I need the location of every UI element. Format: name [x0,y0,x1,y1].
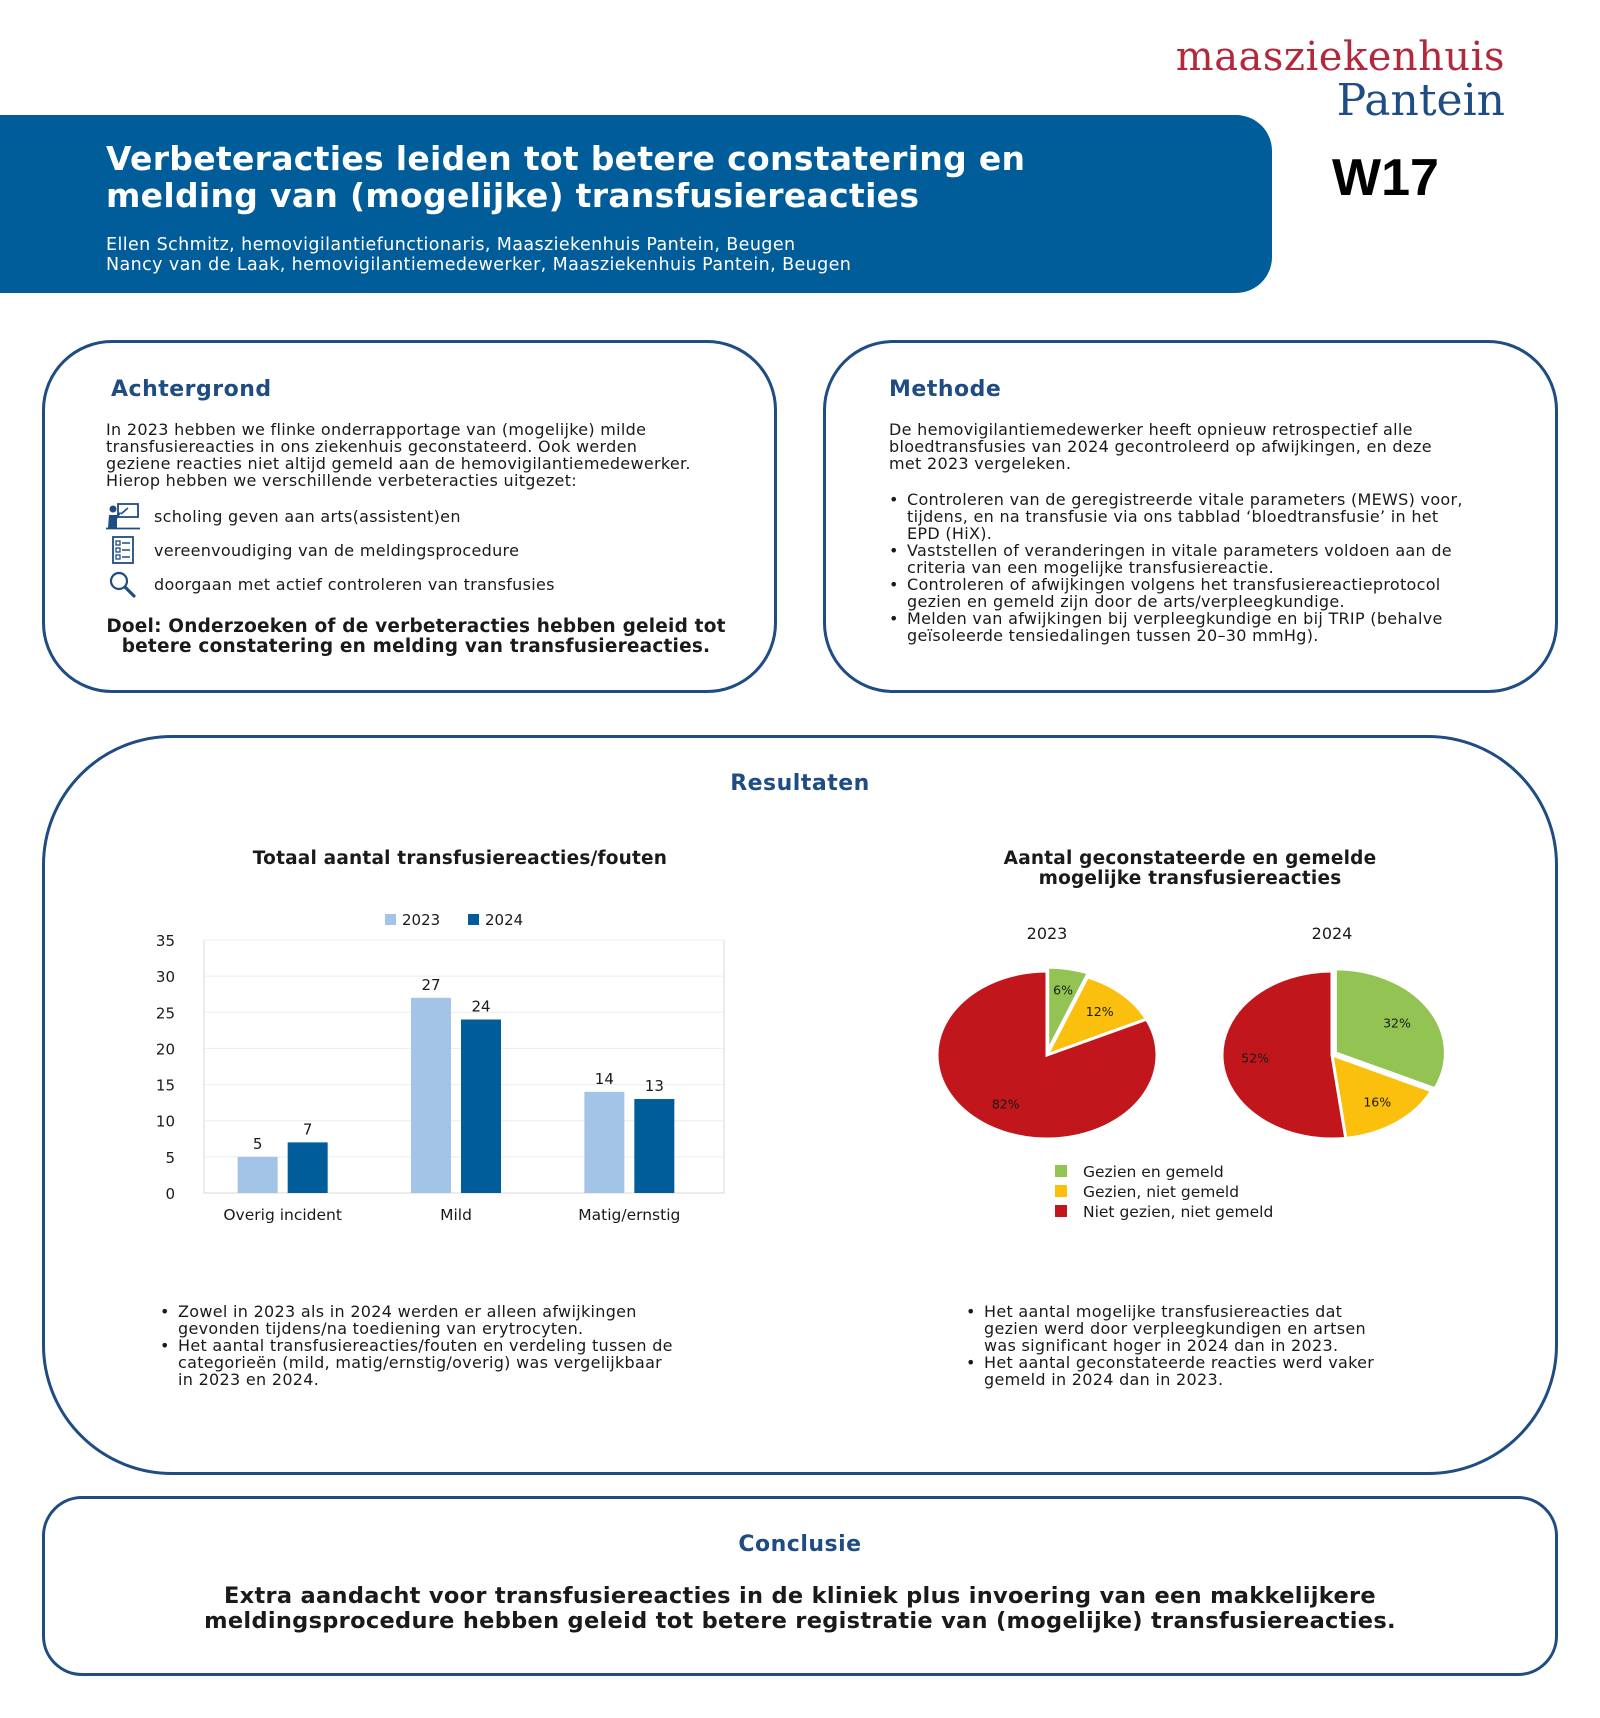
action-label: scholing geven aan arts(assistent)en [154,506,461,526]
intro-line: met 2023 vergeleken. [889,454,1072,473]
data-label: 14 [594,1069,614,1088]
bullet-item [160,1303,760,1337]
x-tick-label: Matig/ernstig [578,1206,681,1224]
y-tick-label: 15 [155,1076,175,1095]
goal-line: Doel: Onderzoeken of de verbeteracties hebben geleid tot [106,616,726,637]
resultaten-heading: Resultaten [730,771,870,796]
y-tick-label: 35 [155,932,175,950]
x-tick-label: Overig incident [223,1206,342,1224]
legend-label: Gezien en gemeld [1083,1163,1224,1181]
legend-label: 2023 [402,911,441,929]
bullet-item [966,1354,1466,1388]
intro-line: De hemovigilantiemedewerker heeft opnieuw retrospectief alle [889,420,1413,439]
pie-year-label: 2024 [1311,924,1353,943]
legend-swatch [1055,1165,1067,1177]
methode-heading: Methode [889,377,1002,402]
magnifier-icon [106,570,140,598]
legend-swatch [468,914,479,925]
results-left-bullets [160,1303,760,1388]
bullet-item [889,542,1539,576]
y-tick-label: 30 [155,968,175,987]
bullet-line: gezien en gemeld zijn door de arts/verpleegkundige. [907,592,1345,611]
data-label: 13 [644,1077,664,1096]
methode-intro [889,421,1529,472]
bullet-line: • Controleren van de geregistreerde vitale parameters (MEWS) voor, [907,490,1463,509]
intro-line: bloedtransfusies van 2024 gecontroleerd op afwijkingen, en deze [889,437,1432,456]
bullet-line: • Controleren of afwijkingen volgens het transfusiereactieprotocol [907,575,1441,594]
conclusion-line: Extra aandacht voor transfusiereacties in de kliniek plus invoering van een makkelijkere [223,1583,1376,1609]
pie-slice-label: 6% [1053,982,1073,998]
bar-2023 [238,1157,278,1193]
bar-2024 [288,1142,328,1193]
logo-wordmark-top: maasziekenhuis [1175,34,1505,80]
intro-line: Hierop hebben we verschillende verbeteracties uitgezet: [106,471,577,490]
y-tick-label: 25 [155,1004,175,1023]
legend-swatch [1055,1205,1067,1217]
bullet-item [889,576,1539,610]
pie-title-line: mogelijke transfusiereacties [1038,868,1342,889]
poster-code: W17 [1332,149,1439,207]
pie-slice-label: 16% [1363,1094,1392,1110]
bullet-line: gevonden tijdens/na toediening van erytrocyten. [178,1319,584,1338]
bullet-line: EPD (HiX). [907,524,993,543]
x-tick-label: Mild [440,1206,472,1224]
action-item [106,499,746,533]
bullet-line: tijdens, en na transfusie via ons tabblad ‘bloedtransfusie’ in het [907,507,1439,526]
hospital-logo [1065,36,1505,124]
bullet-line: • Het aantal mogelijke transfusiereacties dat [984,1302,1343,1321]
bullet-line: in 2023 en 2024. [178,1370,320,1389]
bullet-item [160,1337,760,1388]
bullet-item [966,1303,1466,1354]
intro-line: geziene reacties niet altijd gemeld aan de hemovigilantiemedewerker. [106,454,691,473]
achtergrond-intro [106,421,756,489]
pie-chart-title [940,849,1440,889]
title-line: Verbeteracties leiden tot betere constatering en [106,139,1026,178]
bar-chart-title: Totaal aantal transfusiereacties/fouten [252,848,668,869]
action-item [106,567,746,601]
action-label: vereenvoudiging van de meldingsprocedure [154,540,520,560]
action-item [106,533,746,567]
y-tick-label: 10 [155,1112,175,1131]
bullet-line: gemeld in 2024 dan in 2023. [984,1370,1224,1389]
bullet-line: categorieën (mild, matig/ernstig/overig) was vergelijkbaar [178,1353,663,1372]
research-goal [106,617,726,657]
legend-swatch [1055,1185,1067,1197]
pie-slice-label: 12% [1085,1004,1114,1020]
action-label: doorgaan met actief controleren van transfusies [154,574,555,594]
conclusion-line: meldingsprocedure hebben geleid tot betere registratie van (mogelijke) transfusiereacties. [204,1608,1396,1634]
data-label: 27 [421,975,441,994]
pie-slice-label: 82% [991,1096,1020,1112]
y-tick-label: 0 [165,1185,175,1203]
intro-line: transfusiereacties in ons ziekenhuis geconstateerd. Ook werden [106,437,638,456]
conclusion-text [120,1584,1480,1634]
data-label: 24 [471,997,491,1016]
pie-charts [900,915,1500,1235]
pie-title-line: Aantal geconstateerde en gemelde [1003,848,1377,869]
legend-label: Gezien, niet gemeld [1083,1183,1240,1201]
pie-slice-label: 32% [1383,1015,1411,1031]
data-label: 7 [302,1120,313,1139]
bullet-line: • Melden van afwijkingen bij verpleegkundige en bij TRIP (behalve [907,609,1443,628]
achtergrond-heading: Achtergrond [111,377,272,402]
bullet-line: • Zowel in 2023 als in 2024 werden er alleen afwijkingen [178,1302,637,1321]
author-line: Ellen Schmitz, hemovigilantiefunctionaris, Maasziekenhuis Pantein, Beugen [106,235,796,255]
goal-line: betere constatering en melding van transfusiereacties. [121,636,711,657]
action-list [106,499,746,601]
authors [106,235,1206,275]
results-right-bullets [966,1303,1466,1388]
bullet-line: • Vaststellen of veranderingen in vitale parameters voldoen aan de [907,541,1452,560]
title-line: melding van (mogelijke) transfusiereacties [106,176,920,215]
legend-label: Niet gezien, niet gemeld [1083,1203,1274,1221]
bullet-line: gezien werd door verpleegkundigen en artsen [984,1319,1366,1338]
conclusie-heading: Conclusie [738,1532,862,1557]
bullet-line: • Het aantal geconstateerde reacties werd vaker [984,1353,1375,1372]
y-tick-label: 20 [155,1040,175,1059]
author-line: Nancy van de Laak, hemovigilantiemedewerker, Maasziekenhuis Pantein, Beugen [106,255,852,275]
bullet-line: • Het aantal transfusiereacties/fouten en verdeling tussen de [178,1336,673,1355]
bullet-item [889,491,1539,542]
y-tick-label: 5 [165,1148,175,1167]
bullet-line: was significant hoger in 2024 dan in 2023. [984,1336,1339,1355]
poster-title [106,140,1206,214]
bar-2024 [461,1020,501,1193]
checklist-icon [106,536,140,564]
teacher-icon [106,502,140,530]
legend-label: 2024 [485,911,524,929]
bullet-item [889,610,1539,644]
bar-2024 [634,1099,674,1193]
bar-2023 [584,1092,624,1193]
data-label: 5 [252,1134,263,1153]
bullet-line: geïsoleerde tensiedalingen tussen 20–30 mmHg). [907,626,1319,645]
pie-slice-label: 52% [1241,1050,1270,1066]
pie-year-label: 2023 [1026,924,1068,943]
bar-chart [120,895,760,1240]
legend-swatch [385,914,396,925]
bullet-line: criteria van een mogelijke transfusiereactie. [907,558,1274,577]
methode-bullets [889,491,1539,644]
bar-2023 [411,998,451,1193]
logo-wordmark-bottom: Pantein [1336,75,1505,126]
intro-line: In 2023 hebben we flinke onderrapportage van (mogelijke) milde [106,420,647,439]
